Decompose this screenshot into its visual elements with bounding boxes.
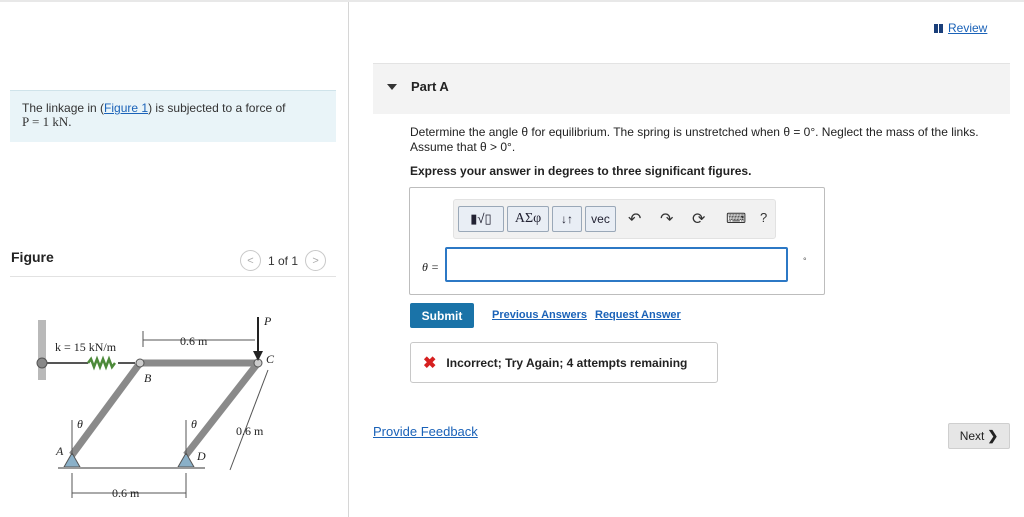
figure-separator — [10, 276, 336, 277]
submit-button[interactable]: Submit — [410, 303, 474, 328]
greek-button[interactable]: ΑΣφ — [507, 206, 549, 232]
support-d — [178, 453, 194, 467]
answer-variable-label: θ = — [422, 260, 439, 274]
provide-feedback-link[interactable]: Provide Feedback — [373, 424, 478, 439]
problem-intro: The linkage in ( — [22, 101, 105, 115]
p-label: P — [264, 314, 272, 328]
next-figure-button[interactable]: > — [305, 250, 326, 271]
d-label: D — [197, 449, 206, 463]
linkage-figure — [0, 295, 348, 510]
next-button[interactable] — [948, 423, 1010, 449]
support-a — [64, 453, 80, 467]
link-ab — [72, 363, 140, 455]
side-dim-line — [230, 370, 268, 470]
collapse-triangle-icon[interactable] — [387, 84, 397, 90]
keyboard-icon[interactable]: ⌨ — [726, 210, 747, 226]
math-toolbar — [453, 199, 776, 239]
problem-intro-after: ) is subjected to a force of — [148, 101, 286, 115]
theta-a-label: θ — [77, 417, 83, 431]
arrows-button[interactable]: ↓↑ — [552, 206, 582, 232]
review-label: Review — [948, 21, 988, 35]
problem-statement — [10, 90, 336, 142]
panel-divider — [348, 2, 349, 517]
spring-coil — [88, 359, 115, 367]
c-label: C — [266, 352, 275, 366]
bottom-dim-label: 0.6 m — [112, 486, 140, 500]
force-expression: P = 1 kN. — [22, 114, 72, 129]
question-line-1: Determine the angle θ for equilibrium. The spring is unstretched when θ = 0°. Neglect the mass of the links. — [410, 125, 979, 139]
request-answer-link[interactable]: Request Answer — [595, 309, 681, 321]
top-dim-label: 0.6 m — [180, 334, 208, 348]
review-icon — [934, 24, 943, 33]
redo-icon[interactable]: ↷ — [660, 211, 674, 228]
figure-heading: Figure — [11, 249, 54, 265]
feedback-message-box — [410, 342, 718, 383]
wall — [38, 320, 46, 380]
b-label: B — [144, 371, 152, 385]
wall-pin — [37, 358, 47, 368]
templates-button[interactable]: ▮√▯ — [458, 206, 504, 232]
link-cd — [186, 363, 258, 455]
theta-d-label: θ — [191, 417, 197, 431]
figure-pager — [240, 250, 326, 271]
help-icon[interactable]: ? — [760, 210, 768, 225]
figure-link[interactable]: Figure 1 — [104, 101, 149, 115]
question-text — [410, 125, 1000, 155]
vec-button[interactable]: vec — [585, 206, 616, 232]
answer-input[interactable] — [445, 247, 788, 282]
answer-panel — [409, 187, 825, 295]
part-a-header[interactable] — [373, 63, 1010, 114]
side-dim-label: 0.6 m — [236, 424, 264, 438]
figure-page-indicator: 1 of 1 — [268, 253, 299, 268]
review-link[interactable] — [934, 21, 987, 35]
next-label: Next — [959, 429, 985, 443]
chevron-right-icon: ❯ — [987, 428, 999, 443]
joint-b — [136, 359, 144, 367]
undo-icon[interactable]: ↶ — [628, 211, 642, 228]
incorrect-x-icon: ✖ — [423, 354, 437, 372]
instruction-text: Express your answer in degrees to three significant figures. — [410, 164, 752, 178]
part-a-title: Part A — [411, 79, 449, 94]
answer-unit: ° — [803, 256, 807, 266]
feedback-message: Incorrect; Try Again; 4 attempts remaining — [446, 355, 688, 370]
spring-label: k = 15 kN/m — [55, 340, 117, 354]
a-label: A — [56, 444, 64, 458]
reset-icon[interactable]: ⟳ — [692, 211, 706, 228]
previous-answers-link[interactable]: Previous Answers — [492, 309, 587, 321]
question-line-2: Assume that θ > 0°. — [410, 140, 516, 154]
prev-figure-button[interactable]: < — [240, 250, 261, 271]
top-border — [0, 0, 1024, 2]
